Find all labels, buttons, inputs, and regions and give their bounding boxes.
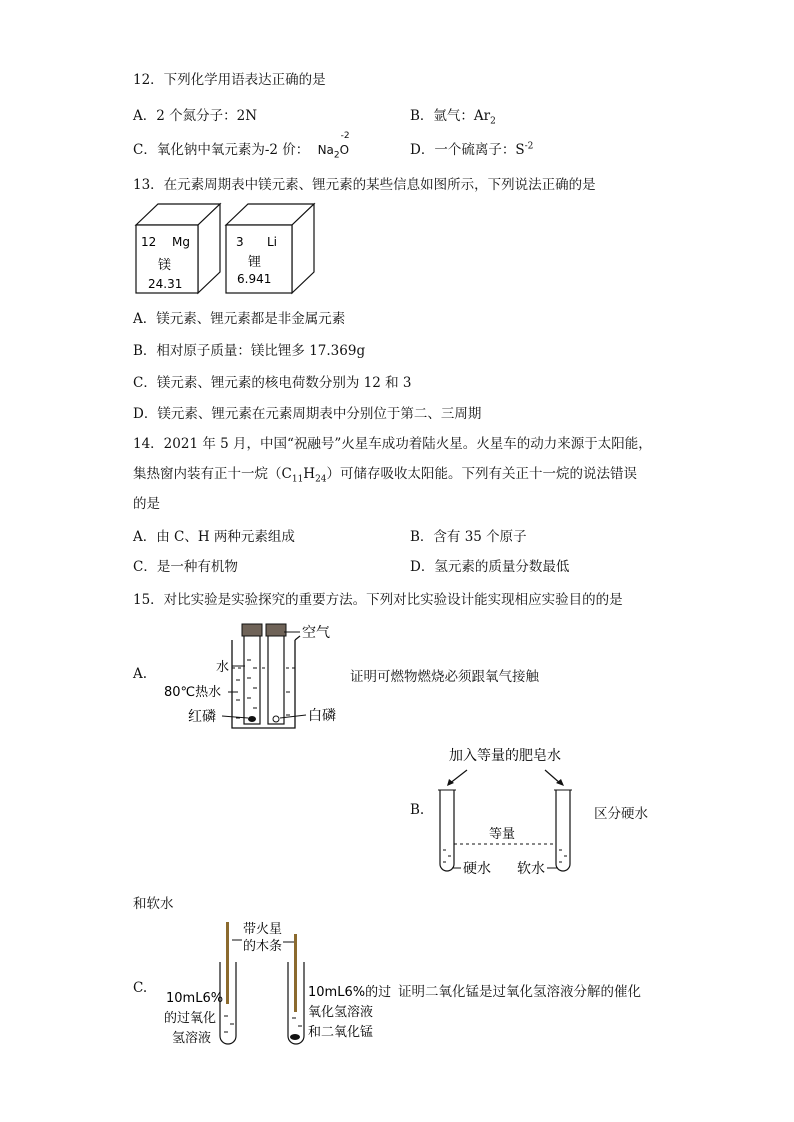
- q14-stem-line3: 的是: [133, 496, 160, 512]
- q15-option-b-text: 区分硬水: [594, 806, 648, 822]
- q13-stem: 13．在元素周期表中镁元素、锂元素的某些信息如图所示，下列说法正确的是: [133, 177, 596, 193]
- q13-option-b: B．相对原子质量：镁比锂多 17.369g: [133, 343, 366, 359]
- q15-option-c-letter: C.: [133, 980, 148, 996]
- hard-soft-water-figure: [425, 742, 585, 882]
- mg-symbol: Mg: [172, 235, 190, 249]
- label-right-solution-3: 和二氧化锰: [308, 1025, 374, 1040]
- mg-atomic-number: 12: [141, 235, 157, 249]
- combustion-experiment-figure: [160, 620, 340, 735]
- q15-option-a-text: 证明可燃物燃烧必须跟氧气接触: [350, 669, 539, 685]
- label-water: 水: [216, 660, 230, 675]
- label-right-solution-1: 10mL6%的过: [308, 985, 392, 1000]
- q14-option-c: C．是一种有机物: [133, 559, 238, 575]
- q12-option-c: C．氧化钠中氧元素为-2 价： $Na_2$ -2 O: [133, 131, 350, 161]
- q12-option-a: A．2 个氮分子：2N: [133, 108, 258, 124]
- q14-option-d: D．氢元素的质量分数最低: [410, 559, 570, 575]
- label-white-phosphorus: 白磷: [308, 708, 336, 724]
- li-atomic-mass: 6.941: [237, 272, 272, 286]
- q14-stem-line2: 集热窗内装有正十一烷$(C_{11}H_{24})$可储存吸收太阳能。下列有关正十一烷的说法错误: [133, 466, 638, 485]
- li-atomic-number: 3: [236, 235, 244, 249]
- label-red-phosphorus: 红磷: [188, 709, 216, 725]
- q13-option-c: C．镁元素、锂元素的核电荷数分别为 12 和 3: [133, 375, 412, 391]
- mg-atomic-mass: 24.31: [148, 277, 183, 291]
- q12-option-d: D．一个硫离子：$S^{-2}$: [410, 141, 534, 158]
- label-hot-water: 80℃热水: [164, 685, 222, 700]
- q15-option-c-text: 证明二氧化锰是过氧化氢溶液分解的催化: [398, 984, 641, 1000]
- label-air: 空气: [302, 625, 330, 641]
- label-left-solution-1: 10mL6%: [166, 991, 224, 1006]
- q15-option-b-text-continued: 和软水: [133, 896, 174, 912]
- q15-option-b-letter: B.: [410, 802, 425, 818]
- label-glowing-splint-2: 的木条: [243, 939, 283, 954]
- q14-option-a: A．由 C、H 两种元素组成: [133, 529, 295, 545]
- q14-stem-line1: 14．2021 年 5 月，中国“祝融号”火星车成功着陆火星。火星车的动力来源于太阳能，: [133, 436, 652, 452]
- element-cards-figure: [134, 200, 324, 295]
- q13-option-a: A．镁元素、锂元素都是非金属元素: [133, 311, 346, 327]
- label-hard-water: 硬水: [463, 861, 491, 877]
- label-left-solution-2: 的过氧化: [164, 1011, 217, 1026]
- q12-option-b: B．氩气：$Ar_2$: [410, 108, 496, 127]
- q15-option-a-letter: A.: [133, 666, 148, 682]
- label-left-solution-3: 氢溶液: [172, 1031, 212, 1046]
- label-glowing-splint-1: 带火星: [243, 922, 283, 937]
- mg-name: 镁: [158, 258, 172, 273]
- catalyst-experiment-figure: [158, 918, 398, 1048]
- label-equal: 等量: [489, 827, 516, 842]
- li-symbol: Li: [267, 235, 278, 249]
- q15-stem: 15．对比实验是实验探究的重要方法。下列对比实验设计能实现相应实验目的的是: [133, 592, 623, 608]
- label-right-solution-2: 氧化氢溶液: [308, 1005, 374, 1020]
- label-soft-water: 软水: [517, 861, 545, 877]
- sodium-oxide-formula: $Na_2$ -2 O: [317, 131, 350, 161]
- li-name: 锂: [248, 255, 262, 270]
- label-add-soap-water: 加入等量的肥皂水: [449, 748, 561, 764]
- q14-option-b: B．含有 35 个原子: [410, 529, 527, 545]
- q12-stem: 12．下列化学用语表达正确的是: [133, 72, 326, 88]
- q13-option-d: D．镁元素、锂元素在元素周期表中分别位于第二、三周期: [133, 406, 482, 422]
